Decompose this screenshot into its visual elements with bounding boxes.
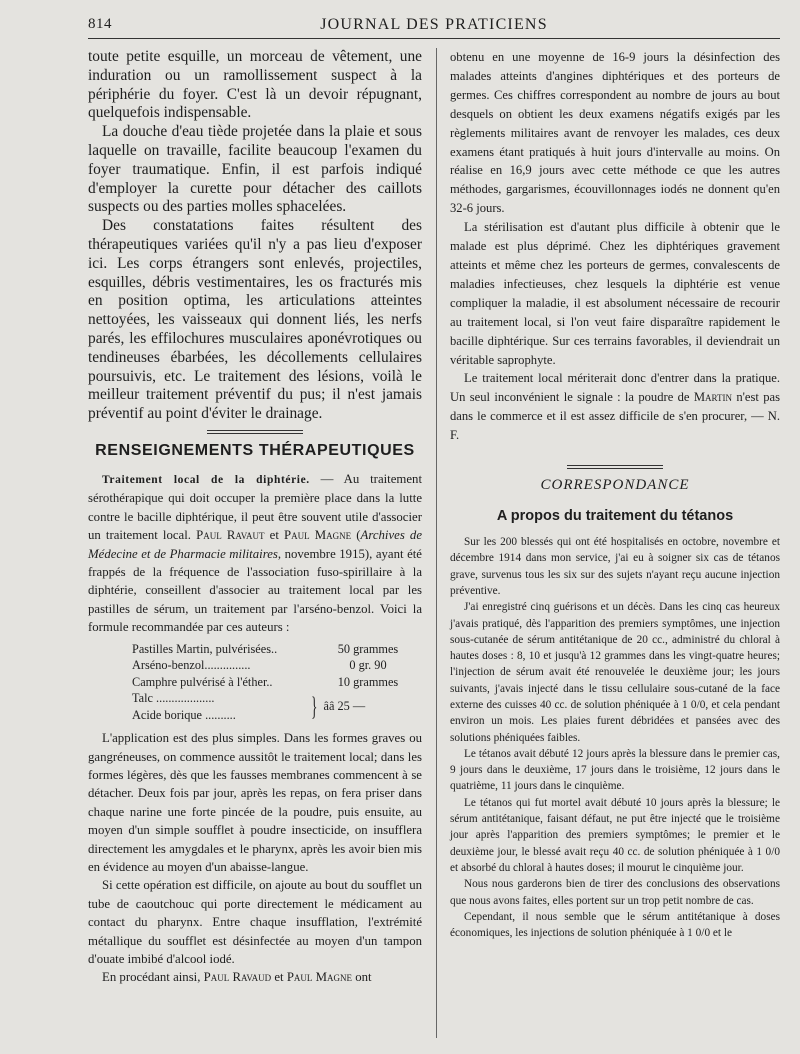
paragraph: La stérilisation est d'autant plus difficile à obtenir que le malade est plus déprimé. Chez les diphtériques gravement atteints et même chez les porteurs de germes, convalescents de maladies infectieuses, chez lesquels la diphtérie est venue compliquer la maladie, il est absolument nécessaire de recourir au traitement local, si l'on veut faire disparaître rapidement le bacille diphtérique. Sur ces terrains favorables, il deviendrait un véritable saprophyte. xyxy=(450,220,780,367)
article-title: A propos du traitement du tétanos xyxy=(496,508,734,525)
journal-title: JOURNAL DES PRATICIENS xyxy=(320,16,548,33)
section-title: RENSEIGNEMENTS THÉRAPEUTIQUES xyxy=(95,441,415,459)
ingredient-name: Camphre pulvérisé à l'éther.. xyxy=(132,674,273,689)
text-run: , novembre 1915), ayant été frappés de la fréquence de l'association fuso-spirillaire à la diphtérie, conseillent d'associer au traitement local par les pastilles de sérum, un traitement par l'arséno-benzol. Voici la formule recommandée par ces auteurs : xyxy=(88,546,422,635)
paragraph xyxy=(450,369,780,445)
paragraph: Le tétanos avait débuté 12 jours après la blessure dans le premier cas, 9 jours dans le deuxième, 17 jours dans le troisième, 12 jours dans le quatrième, 11 jours dans le cinquième. xyxy=(450,747,780,793)
text-run: ont xyxy=(352,970,372,985)
grouped-ingredients xyxy=(132,690,306,723)
text-run: et xyxy=(271,970,287,985)
paragraph: obtenu en une moyenne de 16-9 jours la désinfection des malades atteints d'angines diphtériques et des porteurs de germes. Ces chiffres correspondent au nombre de jours au bout desquels on obtient les deux examens négatifs exigés par les règlements militaires avant de renvoyer les malades, ces deux examens étant pratiqués à huit jours d'intervalle au moins. On réalise en 16,9 jours avec cette méthode ce que les autres méthodes, gargarismes, écouvillonnages iodés ne donnent qu'en 32-6 jours. xyxy=(450,50,780,216)
running-header xyxy=(88,14,780,38)
author-name: Paul Ravaud xyxy=(203,970,272,985)
section-ornament xyxy=(567,465,663,469)
author-name: Paul Magne xyxy=(286,970,352,985)
paragraph: La douche d'eau tiède projetée dans la plaie et sous laquelle on travaille, facilite beaucoup l'examen du foyer traumatique. Enfin, il est parfois indiqué d'employer la curette pour détacher des caillots suspects ou des parties molles sphacelées. xyxy=(88,123,422,216)
paragraph: Si cette opération est difficile, on ajoute au bout du soufflet un tube de caoutchouc qui porte directement le médicament au contact du pharynx. Entre chaque insufflation, l'extrémité métallique du soufflet est désinfectée au moyen d'un tampon d'ouate imbibé d'alcool iodé. xyxy=(88,878,422,966)
journal-citation: Archives de Médecine et de Pharmacie militaires xyxy=(88,528,423,561)
left-column xyxy=(88,48,422,987)
paragraph: Des constatations faites résultent des thérapeutiques variées qu'il n'y a pas lieu d'exposer ici. Les corps étrangers sont enlevés, projectiles, esquilles, débris vestimentaires, les os fracturés mis en position optima, les articulations atteintes nettoyées, les vaisseaux qui donnent liés, les nerfs parés, les effilochures musculaires aponévrotiques ou tendineuses ébarbées, les décollements cellulaires poursuivis, etc. Le traitement des lésions, voilà le meilleur traitement préventif du pus; il n'est jamais préventif au point d'éviter le drainage. xyxy=(88,217,422,423)
text-run: n'est pas dans le commerce et il est assez difficile de s'en procurer, — N. F. xyxy=(450,390,780,443)
text-run: ( xyxy=(351,528,361,543)
article-intro xyxy=(88,470,422,637)
text-run: Le traitement local mériterait donc d'entrer dans la pratique. Un seul inconvénient le signale : la poudre de xyxy=(450,371,780,405)
formula-table xyxy=(132,641,422,724)
article-run-in-title: Traitement local de la diphtérie. xyxy=(102,473,310,486)
grouped-quantity: ââ 25 — xyxy=(323,699,366,714)
formula-row xyxy=(132,641,422,658)
paragraph: Sur les 200 blessés qui ont été hospitalisés en octobre, novembre et décembre 1914 dans mon service, j'ai eu à soigner six cas de tétanos grave, survenus tous les six sur des sujets n'ayant reçu aucune injection préventive. xyxy=(450,536,780,597)
text-run: et xyxy=(264,528,285,543)
paragraph: J'ai enregistré cinq guérisons et un décès. Dans les cinq cas heureux j'avais pratiqué, dès l'apparition des premiers symptômes, une injection sous-cutanée de sérum antitétanique de 20 cc., administré du chloral à hautes doses : 8, 10 et jusqu'à 12 grammes dans les vingt-quatre heures; l'injection de sérum avait été renouvelée le deuxième jour; les jours suivants, j'avais injecté dans le tissu cellulaire sous-cutané de la face externe des cuisses 40 cc. de solution phéniquée à 1 0/0, et cela pendant environ un mois. Les plaies furent débridées et pansées avec des solutions phéniquées faibles. xyxy=(450,601,780,744)
formula-group xyxy=(132,690,422,723)
page-number: 814 xyxy=(88,16,112,32)
product-name: Martin xyxy=(693,390,732,405)
ingredient-name: Talc ................... xyxy=(132,691,215,706)
paragraph: L'application est des plus simples. Dans les formes graves ou gangréneuses, on commence aussitôt le traitement local; dans les formes légères, dès que les fausses membranes commencent à se détacher. Deux fois par jour, après les repas, on fera priser dans chaque narine une forte pincée de la poudre, puis ensuite, au moyen d'un simple soufflet à poudre insecticide, on insufflera directement les amygdales et le pharynx, après les avoir bien mis en évidence au moyen d'un abaisse-langue. xyxy=(88,731,422,874)
ingredient-quantity: 10 grammes xyxy=(337,674,399,689)
text-run: — Au traitement sérothérapique qui doit occuper la première place dans la lutte contre le bacille diphtérique, il peut être souvent utile d'associer un traitement local. xyxy=(88,471,423,543)
paragraph: Le tétanos qui fut mortel avait débuté 10 jours après la blessure; le sérum antitétanique, faisant défaut, ne put être injecté que le troisième jour après l'apparition des premiers symptômes; le premier et le deuxième jour, le blessé avait reçu 40 cc. de solution phéniquée à 1 0/0 et absorbé du chloral à hautes doses; il mourut le cinquième jour. xyxy=(450,796,780,874)
ingredient-name: Pastilles Martin, pulvérisées.. xyxy=(132,641,278,656)
right-column xyxy=(450,48,780,941)
ingredient-quantity: 0 gr. 90 xyxy=(349,658,387,673)
formula-row xyxy=(132,674,422,691)
ingredient-name: Acide borique .......... xyxy=(132,707,236,722)
ingredient-quantity: 50 grammes xyxy=(337,641,399,656)
paragraph: Cependant, il nous semble que le sérum antitétanique à doses économiques, les injections de solution phéniquée à 1 0/0 et le xyxy=(450,910,780,940)
column-divider xyxy=(436,48,437,1038)
brace-icon: } xyxy=(311,691,318,721)
paragraph: toute petite esquille, un morceau de vêtement, une induration ou un ramollissement suspect à la périphérie du foyer. C'est là un devoir répugnant, quelquefois indispensable. xyxy=(88,48,422,122)
formula-row xyxy=(132,657,422,674)
text-run: En procédant ainsi, xyxy=(102,970,204,985)
author-name: Paul Magne xyxy=(284,528,352,543)
paragraph: Nous nous garderons bien de tirer des conclusions des observations que nous avons faites, elles portent sur un trop petit nombre de cas. xyxy=(450,878,780,907)
section-ornament xyxy=(207,430,303,434)
correspondence-title: CORRESPONDANCE xyxy=(540,477,690,494)
header-rule xyxy=(88,38,780,39)
paragraph xyxy=(88,968,422,986)
author-name: Paul Ravaut xyxy=(196,528,265,543)
ingredient-name: Arséno-benzol............... xyxy=(132,658,251,673)
